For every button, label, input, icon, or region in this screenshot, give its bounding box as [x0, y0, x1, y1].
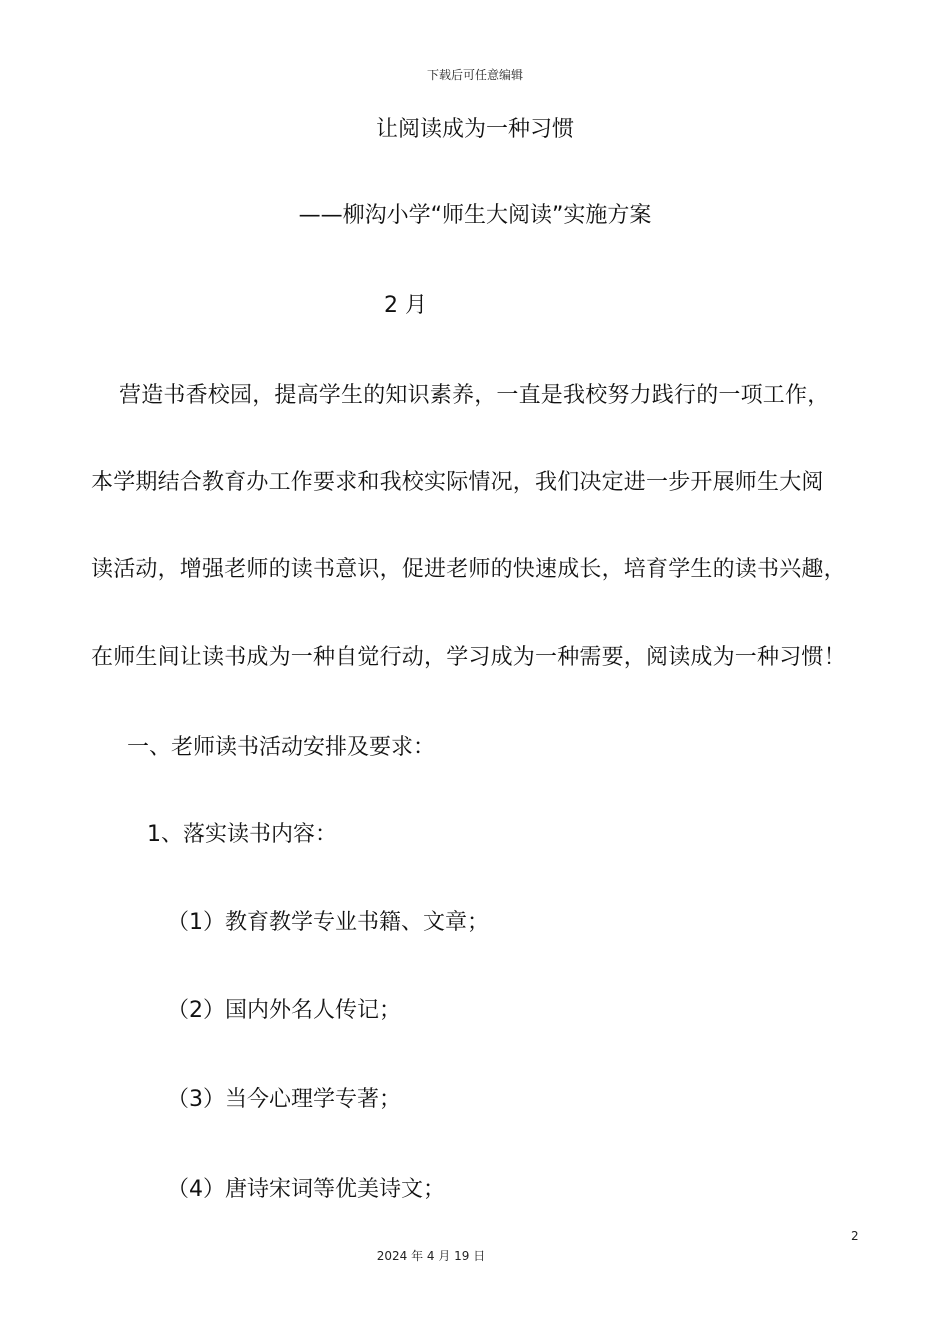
intro-line: 营造书香校园，提高学生的知识素养，一直是我校努力践行的一项工作， [119, 383, 830, 408]
document-subtitle: ——柳沟小学“师生大阅读”实施方案 [298, 203, 652, 228]
list-item: （2）国内外名人传记； [167, 998, 401, 1023]
document-date: 2 月 [384, 293, 427, 318]
list-item: （1）教育教学专业书籍、文章； [167, 910, 489, 935]
intro-line: 本学期结合教育办工作要求和我校实际情况，我们决定进一步开展师生大阅 [91, 470, 824, 495]
list-item: （4）唐诗宋词等优美诗文； [167, 1177, 445, 1202]
header-note: 下载后可任意编辑 [426, 68, 523, 82]
document-title: 让阅读成为一种习惯 [375, 117, 574, 142]
intro-line: 读活动，增强老师的读书意识，促进老师的快速成长，培育学生的读书兴趣， [91, 557, 846, 582]
section-heading: 一、老师读书活动安排及要求： [127, 735, 436, 760]
list-item: （3）当今心理学专著； [167, 1087, 401, 1112]
footer-date: 2024 年 4 月 19 日 [376, 1249, 486, 1263]
sub-heading: 1、落实读书内容： [147, 822, 337, 847]
intro-line: 在师生间让读书成为一种自觉行动，学习成为一种需要，阅读成为一种习惯！ [91, 645, 846, 670]
page-number: 2 [851, 1229, 859, 1243]
